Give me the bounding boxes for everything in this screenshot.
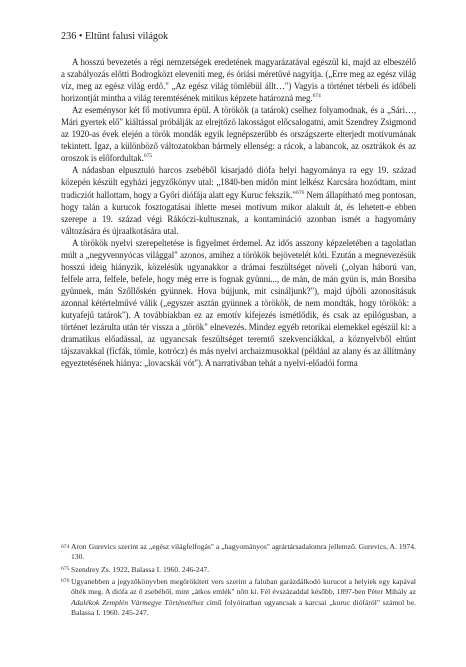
footnote-text-part: című folyóiratban ugyancsak a karcsai „kuruc diófáról" számol be. Balassa I. 1960. 245-247. [71, 597, 417, 618]
page [61, 30, 416, 369]
paragraph-4 [61, 237, 416, 370]
footnote-ref-676[interactable]: 676 [295, 189, 305, 196]
journal-title: Adalékok Zemplén Vármegye Történetéhez [71, 597, 204, 607]
running-head [61, 30, 416, 43]
footnote-ref-675[interactable]: 675 [143, 153, 153, 160]
footnote-number: 676 [61, 578, 70, 585]
footnote-number: 675 [61, 566, 70, 573]
page-number: 236 [61, 31, 77, 42]
body-text [61, 56, 416, 369]
running-title: Eltűnt falusi világok [84, 31, 169, 42]
paragraph-text-continued: Nem állapítható meg pontosan, hogy talán a kurucok fosztogatásai ihlette mesei motívum mikor alakult át, és lehetett-e ebben szerepe a 19. század végi Rákóczi-kultusznak, a kontamináció azonban ismét a hagyomány változására és újraalkotására utal. [61, 189, 416, 236]
header-bullet: • [78, 31, 83, 42]
paragraph-text: A hosszú bevezetés a régi nemzetségek eredetének magyarázatával egészül ki, majd az elbeszélő a szabályozás előtti Bodrogközt eleveníti meg, és óriási méretűvé nagyítja. („Erre meg az egész világ víz, meg az egész világ erdő." „Az egész világ tömlébül állt…") Vagyis a történet térbeli és időbeli horizontját mintha a világ teremtésének mitikus képzete határozná meg. [61, 57, 416, 104]
paragraph-text: A nádasban elpusztuló harcos zsebéből kisarjadó diófa helyi hagyománya ra egy 19. század közepén készült egyházi jegyzőkönyv utal: „1840-ben midőn mint lelkész Karcsára hozódtam, mint tradicziót hallottam, hogy a Győri diófája alatt egy Kuruc fekszik." [61, 165, 416, 200]
paragraph-text: A törökök nyelvi szerepeltetése is figyelmet érdemel. Az idős asszony képzeletében a tagolatlan múlt a „negyvennyócas világgal" azonos, amihez a törökök bejövetelét köti. Ezután a megnevezésük hosszú ideig hiányzik, közelésük ugyanakkor a drámai feszültséget növeli („olyan háború van, felfele arra, felfele, befele, hogy még erre is fognak gyünni..., de mán, de mán gyün is, mán Borsiba gyünnek, mán Szőllőskén gyünnek. Hova bújjunk, mit csináljunk?"), majd újbóli azonosításuk azonnal kétértelművé válik („egyszer asztán gyünnek a törökök, de nem mondták, hogy törökök: a kutyafejű tatárok"). A továbbiakban ez az emotív kifejezés ismétlődik, és csak az epilógusban, a történet lezárulta után tér vissza a „török" elnevezés. Mindez egyéb retorikai elemekkel egészül ki: a dramatikus előadással, az ugyancsak feszültséget teremtő szekvenciákkal, a köznyelvből eltűnt tájszavakkal (ficfák, tömle, kotrócz) és más nyelvi archaizmusokkal (például az alany és az állítmány egyeztetésének hiánya: „lovacskái vót"). A narratívában tehát a nyelvi-előadói forma [61, 237, 416, 369]
paragraph-text: Az eseménysor két fő motívumra épül. A törökök (a tatárok) cselhez folyamodnak, és a „Sári…, Mári gyertek elő" kiáltással próbálják az elrejtőzö lakosságot előcsalogatni, amit Szendrey Zsigmond az 1920-as évek elején a török mondák egyik legnépszerűbb és országszerte elterjedt motívumának tekintett. Igaz, a különböző változatokban bármely ellenség: a rácok, a labancok, az osztrákok és az oroszok is előfordultak. [61, 105, 416, 164]
footnotes [61, 542, 416, 620]
footnote-text [71, 577, 416, 619]
footnote-number: 674 [61, 543, 70, 550]
footnote-text-part: Ugyanebben a jegyzőkönyvben megörökített vers szerint a faluban garázdálkodó kurucot a helyiek egy kapával ölték meg. A diófa az ő zsebéből, mint „átkos emlék" nőtt ki. Fél évszázaddal később, 1897-ben Péter Mihály az [71, 576, 416, 597]
footnote-text: Szendrey Zs. 1922, Balassa I. 1960. 246-247. [71, 564, 210, 574]
footnote-675 [61, 565, 416, 575]
footnote-ref-674[interactable]: 674 [312, 93, 321, 100]
footnote-674 [61, 542, 416, 563]
footnote-676 [61, 577, 416, 619]
paragraph-3 [61, 164, 416, 236]
footnote-text: Aron Gurevics szerint az „egész világfelfogás" a „hagyományos" agrártársadalomra jellemző. Gurevics, A. 1974. 130. [71, 542, 416, 562]
paragraph-2 [61, 104, 416, 164]
paragraph-1 [61, 56, 416, 104]
